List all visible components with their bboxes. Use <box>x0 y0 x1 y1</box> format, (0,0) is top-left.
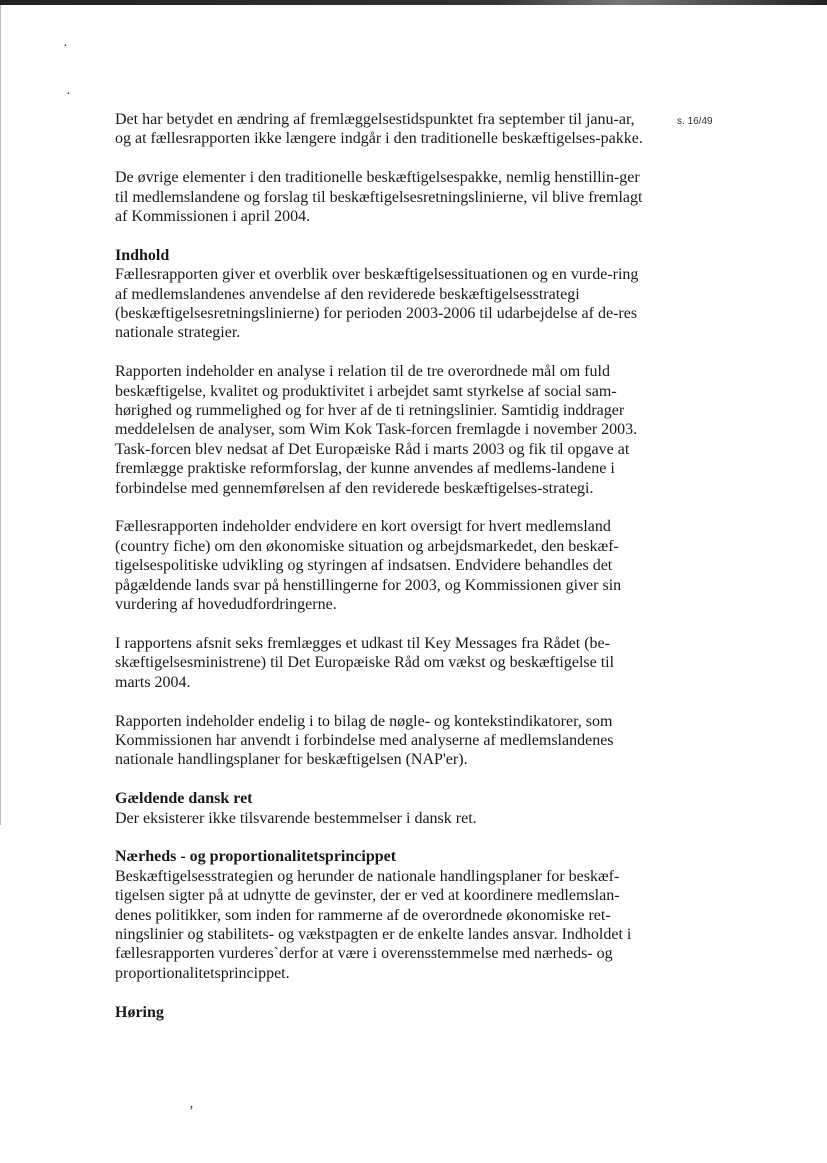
section-heading-horing: Høring <box>115 1003 164 1021</box>
paragraph: Fællesrapporten giver et overblik over beskæftigelsessituationen og en vurde-ring af medlemslandenes anvendelse af den reviderede beskæftigelsesstrategi (beskæftigelsesretningslinierne) for perioden 2003-2006 til udarbejdelse af de-res nationale strategier. <box>115 266 639 342</box>
scan-speck: ʼ <box>189 1104 194 1119</box>
scan-speck: · <box>63 39 68 54</box>
scan-top-edge <box>0 0 827 5</box>
scan-left-edge <box>0 5 4 825</box>
section-heading-indhold: Indhold <box>115 246 170 264</box>
paragraph: De øvrige elementer i den traditionelle beskæftigelsespakke, nemlig henstillin-ger til medlemslandene og forslag til beskæftigelsesretningslinierne, vil blive fremlagt af Kommissionen i april 2004. <box>115 169 643 226</box>
paragraph: Det har betydet en ændring af fremlæggelsestidspunktet fra september til janu-ar, og at fællesrapporten ikke længere indgår i den traditionelle beskæftigelses-pakke. <box>115 111 643 148</box>
paragraph: Rapporten indeholder endelig i to bilag de nøgle- og kontekstindikatorer, som Kommissionen har anvendt i forbindelse med analyserne af medlemslandenes nationale handlingsplaner for beskæftigelsen (NAP'er). <box>115 712 614 769</box>
section-heading-naerhed: Nærheds - og proportionalitetsprincippet <box>115 848 397 866</box>
paragraph: Fællesrapporten indeholder endvidere en kort oversigt for hvert medlemsland (country fiche) om den økonomiske situation og arbejdsmarkedet, den beskæf-tigelsespolitiske udvikling og styringen af indsatsen. Endvidere behandles det pågældende lands svar på henstillingerne for 2003, og Kommissionen giver sin vurdering af hovedudfordringerne. <box>115 518 622 614</box>
section-heading-gaeldende-dansk-ret: Gældende dansk ret <box>115 790 253 808</box>
paragraph: I rapportens afsnit seks fremlægges et udkast til Key Messages fra Rådet (be-skæftigelsesministrene) til Det Europæiske Råd om vækst og beskæftigelse til marts 2004. <box>115 634 615 691</box>
paragraph: Rapporten indeholder en analyse i relation til de tre overordnede mål om fuld beskæftigelse, kvalitet og produktivitet i arbejdet samt styrkelse af social sam-hørighed og rummelighed og for hver af de ti retningslinier. Samtidig inddrager meddelelsen de analyser, som Wim Kok Task-forcen fremlagde i november 2003. Task-forcen blev nedsat af Det Europæiske Råd i marts 2003 og fik til opgave at fremlægge praktiske reformforslag, der kunne anvendes af medlems-landene i forbindelse med gennemførelsen af den reviderede beskæftigelses-strategi. <box>115 363 638 497</box>
scan-speck: · <box>66 87 71 102</box>
document-body <box>115 110 645 1022</box>
page-number: s. 16/49 <box>677 116 713 127</box>
paragraph: Der eksisterer ikke tilsvarende bestemmelser i dansk ret. <box>115 809 477 827</box>
paragraph: Beskæftigelsesstrategien og herunder de nationale handlingsplaner for beskæf-tigelsen sigter på at udnytte de gevinster, der er ved at koordinere medlemslan-denes politikker, som inden for rammerne af de overordnede økonomiske ret-ningslinier og stabilitets- og vækstpagten er de enkelte landes ansvar. Indholdet i fællesrapporten vurderes`derfor at være i overensstemmelse med nærheds- og proportionalitetsprincippet. <box>115 867 632 982</box>
